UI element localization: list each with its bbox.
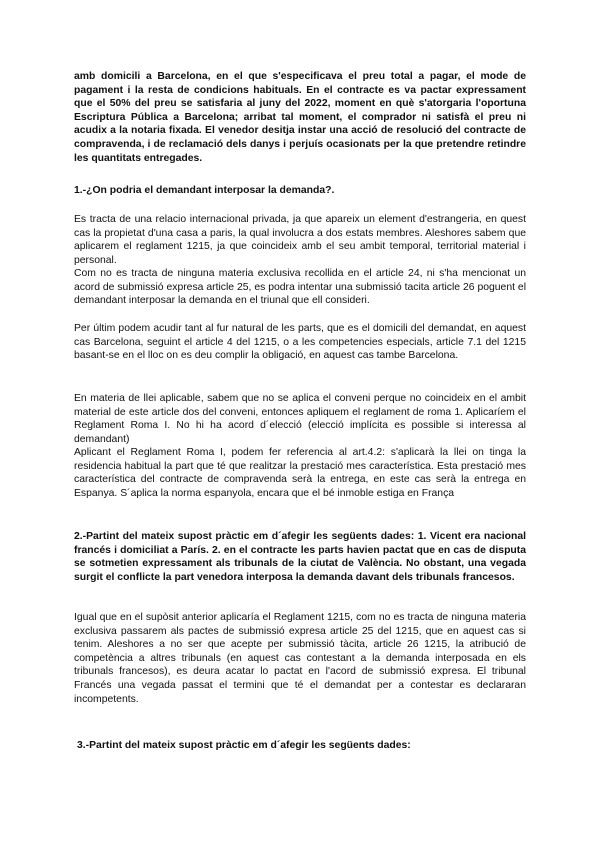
answer-2-paragraph: Igual que en el supòsit anterior aplicaría el Reglament 1215, com no es tracta de ninguna materia exclusiva passarem als pactes de submissió expresa article 25 del 1215, que en aquest cas si tenim. Aleshores a no ser que acepte per submissió tàcita, article 26 1215, la atribució de competència a altres tribunals (en aquest cas contestant a la demanda interposada en els tribunals francesos), es deura acatar lo pactat en l'acord de submissió expresa. El tribunal Francés una vegada passat el termini que té el demandat per a contestar es declararan incompetents. <box>74 612 526 705</box>
question-1: 1.-¿On podria el demandant interposar la demanda?. <box>74 185 335 196</box>
answer-1-paragraph-4: En materia de llei aplicable, sabem que no se aplica el conveni perque no coincideix en el ambit material de este article dos del conveni, entonces apliquem el reglament de roma 1. Aplicaríem el Reglament Roma I. No hi ha acord d´elecció (elecció implícita es possible si interessa al demandant) <box>74 393 526 445</box>
intro-paragraph: amb domicili a Barcelona, en el que s'especificava el preu total a pagar, el mode de pagament i la resta de condicions habituals. En el contracte es va pactar expressament que el 50% del preu se satisfaria al juny del 2022, moment en què s'atorgaria l'oportuna Escriptura Pública a Barcelona; arribat tal moment, el comprador ni satisfà el preu ni acudix a la notaria fixada. El venedor desitja instar una acció de resolució del contracte de compravenda, i de reclamació dels danys i perjuís ocasionats per la que pretendre retindre les quantitats entregades. <box>74 71 526 164</box>
question-3: 3.-Partint del mateix supost pràctic em d´afegir les següents dades: <box>77 740 411 751</box>
answer-1-paragraph-2: Com no es tracta de ninguna materia exclusiva recollida en el article 24, ni s'ha mencionat un acord de submissió expresa article 25, es podra intentar una submissió tacita article 26 poguent el demandant interposar la demanda en el triunal que ell consideri. <box>74 268 526 307</box>
question-2: 2.-Partint del mateix supost pràctic em d´afegir les següents dades: 1. Vicent era nacional francés i domiciliat a París. 2. en el contracte les parts havien pactat que en cas de disputa se sotmetien expressament als tribunals de la ciutat de València. No obstant, una vegada surgit el conflicte la part venedora interposa la demanda davant dels tribunals francesos. <box>74 531 526 583</box>
answer-1-paragraph-3: Per últim podem acudir tant al fur natural de les parts, que es el domicili del demandat, en aquest cas Barcelona, seguint el article 4 del 1215, o a les competencies especials, article 7.1 del 1215 basant-se en el lloc on es deu complir la obligació, en aquest cas tambe Barcelona. <box>74 323 526 362</box>
answer-1-paragraph-1: Es tracta de una relacio internacional privada, ja que apareix un element d'estrangeria, en quest cas la propietat d'una casa a paris, la qual involucra a dos estats membres. Aleshores sabem que aplicarem el reglament 1215, ja que coincideix amb el seu ambit temporal, territorial material i personal. <box>74 214 526 266</box>
answer-1-paragraph-5: Aplicant el Reglament Roma I, podem fer referencia al art.4.2: s'aplicarà la llei on tinga la residencia habitual la part que té que realitzar la prestació mes característica. Esta prestació mes característica del contracte de compravenda serà la entrega, en este cas serà la entrega en Espanya. S´aplica la norma espanyola, encara que el bé inmoble estiga en França <box>74 447 526 499</box>
